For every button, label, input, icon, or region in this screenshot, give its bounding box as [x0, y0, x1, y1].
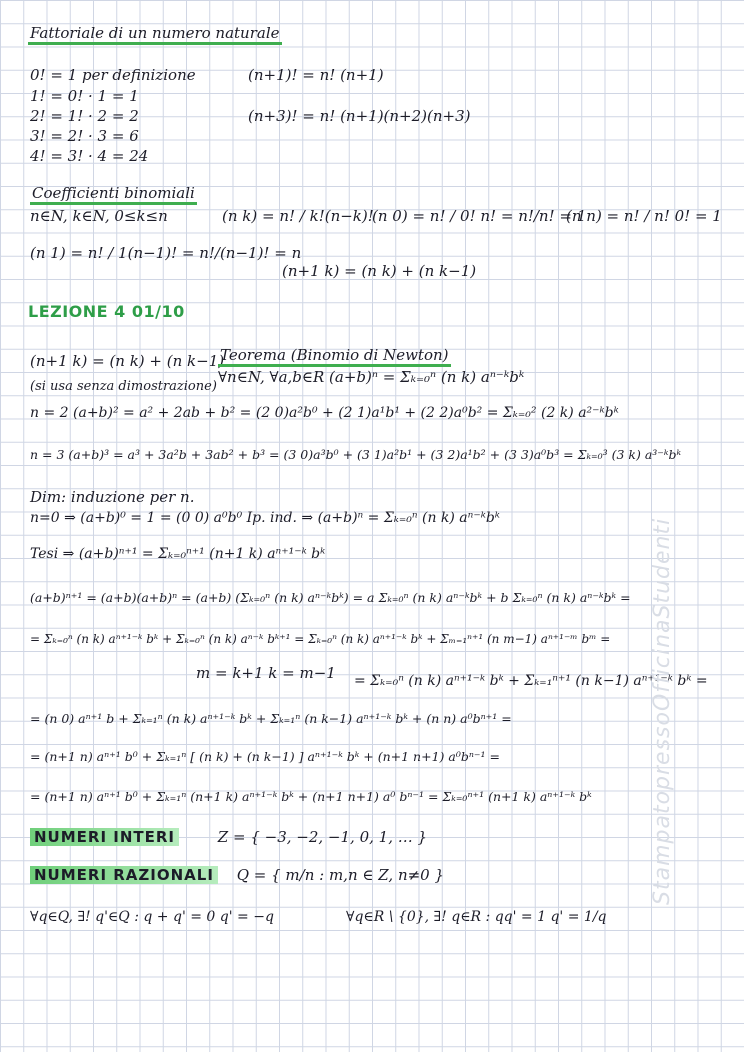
- razionali-label: NUMERI RAZIONALI: [30, 866, 218, 884]
- lezione-heading: LEZIONE 4 01/10: [28, 302, 185, 321]
- line-f2: 1! = 0! · 1 = 1: [30, 87, 139, 105]
- line-d2: Tesi ⇒ (a+b)ⁿ⁺¹ = Σₖ₌₀ⁿ⁺¹ (n+1 k) aⁿ⁺¹⁻ᵏ bᵏ: [30, 546, 326, 562]
- line-c2r: (n+1 k) = (n k) + (n k−1): [282, 262, 477, 280]
- line-d5: m = k+1 k = m−1: [196, 664, 336, 682]
- line-n2: n = 2 (a+b)² = a² + 2ab + b² = (2 0)a²b⁰ + (2 1)a¹b¹ + (2 2)a⁰b² = Σₖ₌₀² (2 k) a²⁻ᵏbᵏ: [30, 405, 619, 421]
- razionali-set: Q = { m/n : m,n ∈ Z, n≠0 }: [236, 866, 445, 884]
- line-f3: 2! = 1! · 2 = 2: [30, 107, 139, 125]
- line-f5: 4! = 3! · 4 = 24: [30, 147, 149, 165]
- coefficienti-title-text: Coefficienti binomiali: [30, 184, 197, 205]
- line-c1c: (n n) = n! / n! 0! = 1: [566, 207, 722, 225]
- line-c1: n∈N, k∈N, 0≤k≤n: [30, 207, 168, 225]
- line-d4: = Σₖ₌₀ⁿ (n k) aⁿ⁺¹⁻ᵏ bᵏ + Σₖ₌₀ⁿ (n k) aⁿ⁻ᵏ bᵏ⁺¹ = Σₖ₌₀ⁿ (n k) aⁿ⁺¹⁻ᵏ bᵏ + Σₘ₌₁ⁿ⁺¹ (n m−1) aⁿ⁺¹⁻ᵐ bᵐ =: [30, 632, 611, 646]
- line-d8: = (n+1 n) aⁿ⁺¹ b⁰ + Σₖ₌₁ⁿ [ (n k) + (n k−1) ] aⁿ⁺¹⁻ᵏ bᵏ + (n+1 n+1) a⁰bⁿ⁻¹ =: [30, 749, 500, 764]
- line-l1r: ∀n∈N, ∀a,b∈R (a+b)ⁿ = Σₖ₌₀ⁿ (n k) aⁿ⁻ᵏbᵏ: [218, 368, 525, 386]
- razionali-row: [30, 866, 444, 884]
- watermark: StampatopressoOfficinaStudenti: [650, 517, 675, 905]
- interi-row: [30, 828, 427, 846]
- line-f4: 3! = 2! · 3 = 6: [30, 127, 139, 145]
- line-l1: (n+1 k) = (n k) + (n k−1): [30, 352, 225, 370]
- fattoriale-title: [28, 24, 282, 42]
- line-f1r: (n+1)! = n! (n+1): [248, 66, 384, 84]
- line-c2: (n 1) = n! / 1(n−1)! = n!/(n−1)! = n: [30, 244, 302, 262]
- line-c1b: (n 0) = n! / 0! n! = n!/n! = 1: [372, 207, 587, 225]
- fattoriale-title-text: Fattoriale di un numero naturale: [28, 24, 282, 45]
- line-n3: n = 3 (a+b)³ = a³ + 3a²b + 3ab² + b³ = (3 0)a³b⁰ + (3 1)a²b¹ + (3 2)a¹b² + (3 3)a⁰b³ = Σₖ₌₀³ (3 k) a³⁻ᵏbᵏ: [30, 447, 682, 462]
- line-f3r: (n+3)! = n! (n+1)(n+2)(n+3): [248, 107, 471, 125]
- line-c1a: (n k) = n! / k!(n−k)!: [222, 207, 374, 225]
- dim-label: Dim: induzione per n.: [30, 488, 195, 506]
- teorema-title-text: Teorema (Binomio di Newton): [218, 346, 451, 367]
- line-d7: = (n 0) aⁿ⁺¹ b + Σₖ₌₁ⁿ (n k) aⁿ⁺¹⁻ᵏ bᵏ + Σₖ₌₁ⁿ (n k−1) aⁿ⁺¹⁻ᵏ bᵏ + (n n) a⁰bⁿ⁺¹ =: [30, 711, 512, 726]
- line-f1: 0! = 1 per definizione: [30, 66, 196, 84]
- coefficienti-title: [30, 184, 197, 202]
- line-l2: (si usa senza dimostrazione): [30, 379, 217, 394]
- line-d6: = Σₖ₌₀ⁿ (n k) aⁿ⁺¹⁻ᵏ bᵏ + Σₖ₌₁ⁿ⁺¹ (n k−1) aⁿ⁺¹⁻ᵏ bᵏ =: [354, 673, 708, 689]
- interi-set: Z = { −3, −2, −1, 0, 1, … }: [217, 828, 428, 846]
- line-last-right: ∀q∈R \ {0}, ∃! q∈R : qq' = 1 q' = 1/q: [346, 909, 607, 925]
- teorema-title: [218, 346, 451, 364]
- line-d3: (a+b)ⁿ⁺¹ = (a+b)(a+b)ⁿ = (a+b) (Σₖ₌₀ⁿ (n k) aⁿ⁻ᵏbᵏ) = a Σₖ₌₀ⁿ (n k) aⁿ⁻ᵏbᵏ + b Σₖ₌₀ⁿ (n k) aⁿ⁻ᵏbᵏ =: [30, 590, 631, 605]
- line-last-left: ∀q∈Q, ∃! q'∈Q : q + q' = 0 q' = −q: [30, 909, 274, 925]
- line-d1: n=0 ⇒ (a+b)⁰ = 1 = (0 0) a⁰b⁰ Ip. ind. ⇒ (a+b)ⁿ = Σₖ₌₀ⁿ (n k) aⁿ⁻ᵏbᵏ: [30, 510, 500, 526]
- interi-label: NUMERI INTERI: [30, 828, 179, 846]
- line-d9: = (n+1 n) aⁿ⁺¹ b⁰ + Σₖ₌₁ⁿ (n+1 k) aⁿ⁺¹⁻ᵏ bᵏ + (n+1 n+1) a⁰ bⁿ⁻¹ = Σₖ₌₀ⁿ⁺¹ (n+1 k) aⁿ⁺¹⁻ᵏ bᵏ: [30, 789, 592, 804]
